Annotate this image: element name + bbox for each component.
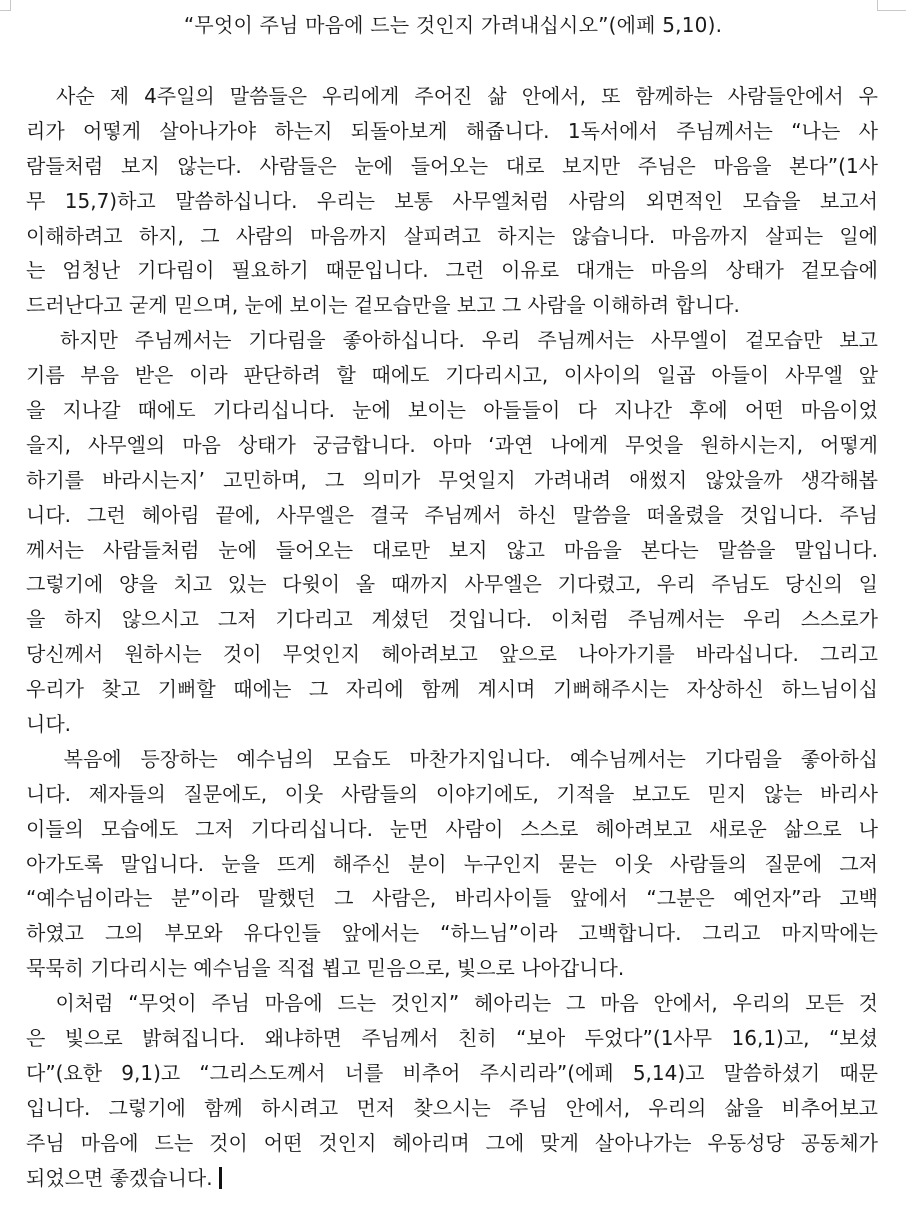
text-line: 사순 제 4주일의 말씀들은 우리에게 주어진 삶 안에서, 또 함께하는 사람들안에서 우 — [26, 84, 878, 108]
text-line: 께서는 사람들처럼 눈에 들어오는 대로만 보지 않고 마음을 본다는 말씀을 말입니다. — [26, 537, 878, 562]
text-line: 묵묵히 기다리시는 예수님을 직접 뵙고 믿음으로, 빛으로 나아갑니다. — [26, 956, 625, 981]
text-line: 이해하려고 하지, 그 사람의 마음까지 살피려고 하지는 않습니다. 마음까지 살피는 일에 — [26, 223, 878, 248]
text-line: 드러난다고 굳게 믿으며, 눈에 보이는 겉모습만을 보고 그 사람을 이해하려 합니다. — [26, 293, 740, 318]
text-line: 니다. 그런 헤아림 끝에, 사무엘은 결국 주님께서 하신 말씀을 떠올렸을 것입니다. 주님 — [26, 502, 878, 527]
text-line: 다”(요한 9,1)고 “그리스도께서 너를 비추어 주시리라”(에페 5,14)고 말씀하셨기 때문 — [26, 1060, 878, 1085]
text-line: 복음에 등장하는 예수님의 모습도 마찬가지입니다. 예수님께서는 기다림을 좋아하십 — [26, 746, 878, 771]
text-line: “예수님이라는 분”이라 말했던 그 사람은, 바리사이들 앞에서 “그분은 예언자”라 고백 — [26, 886, 878, 911]
text-line: 니다. 제자들의 질문에도, 이웃 사람들의 이야기에도, 기적을 보고도 믿지 않는 바리사 — [26, 781, 878, 806]
text-line: 당신께서 원하시는 것이 무엇인지 헤아려보고 앞으로 나아가기를 바라십니다. 그리고 — [26, 642, 878, 667]
text-line-final — [26, 1161, 878, 1196]
final-line-text: 되었으면 좋겠습니다. — [26, 1165, 213, 1190]
text-line: 이들의 모습에도 그저 기다리십니다. 눈먼 사람이 스스로 헤아려보고 새로운 삶으로 나 — [26, 816, 878, 841]
text-line: 그렇기에 양을 치고 있는 다윗이 올 때까지 사무엘은 기다렸고, 우리 주님도 당신의 일 — [26, 572, 878, 597]
text-line: 을 하지 않으시고 그저 기다리고 계셨던 것입니다. 이처럼 주님께서는 우리 스스로가 — [26, 607, 878, 632]
text-line: 리가 어떻게 살아나가야 하는지 되돌아보게 해줍니다. 1독서에서 주님께서는 “나는 사 — [26, 118, 878, 143]
text-line: 입니다. 그렇기에 함께 하시려고 먼저 찾으시는 주님 안에서, 우리의 삶을 비추어보고 — [26, 1095, 878, 1120]
text-line: 니다. — [26, 712, 71, 737]
text-line: 을지, 사무엘의 마음 상태가 궁금합니다. 아마 ‘과연 나에게 무엇을 원하시는지, 어떻게 — [26, 432, 878, 457]
text-line: 아가도록 말입니다. 눈을 뜨게 해주신 분이 누구인지 묻는 이웃 사람들의 질문에 그저 — [26, 851, 878, 876]
text-line: 는 엄청난 기다림이 필요하기 때문입니다. 그런 이유로 대개는 마음의 상태가 겉모습에 — [26, 258, 878, 283]
text-line: 을 지나갈 때에도 기다리십니다. 눈에 보이는 아들들이 다 지나간 후에 어떤 마음이었 — [26, 398, 878, 423]
text-line: 하지만 주님께서는 기다림을 좋아하십니다. 우리 주님께서는 사무엘이 겉모습만 보고 — [26, 328, 878, 353]
document-body[interactable] — [26, 79, 878, 1196]
text-line: 은 빛으로 밝혀집니다. 왜냐하면 주님께서 친히 “보아 두었다”(1사무 16,1)고, “보셨 — [26, 1026, 878, 1051]
text-line: 이처럼 “무엇이 주님 마음에 드는 것인지” 헤아리는 그 마음 안에서, 우리의 모든 것 — [26, 991, 878, 1016]
text-cursor — [219, 1167, 222, 1189]
text-line: 무 15,7)하고 말씀하십니다. 우리는 보통 사무엘처럼 사람의 외면적인 모습을 보고서 — [26, 188, 878, 213]
text-line: 우리가 찾고 기뻐할 때에는 그 자리에 함께 계시며 기뻐해주시는 자상하신 하느님이십 — [26, 677, 878, 702]
document-title: “무엇이 주님 마음에 드는 것인지 가려내십시오”(에페 5,10). — [183, 13, 723, 37]
text-line: 람들처럼 보지 않는다. 사람들은 눈에 들어오는 대로 보지만 주님은 마음을 본다”(1사 — [26, 153, 878, 178]
text-line: 하였고 그의 부모와 유다인들 앞에서는 “하느님”이라 고백합니다. 그리고 마지막에는 — [26, 921, 878, 946]
text-line: 기름 부음 받은 이라 판단하려 할 때에도 기다리시고, 이사이의 일곱 아들이 사무엘 앞 — [26, 363, 878, 388]
text-line: 주님 마음에 드는 것이 어떤 것인지 헤아리며 그에 맞게 살아나가는 우동성당 공동체가 — [26, 1130, 878, 1155]
text-line: 하기를 바라시는지’ 고민하며, 그 의미가 무엇일지 가려내려 애썼지 않았을까 생각해봅 — [26, 467, 878, 492]
